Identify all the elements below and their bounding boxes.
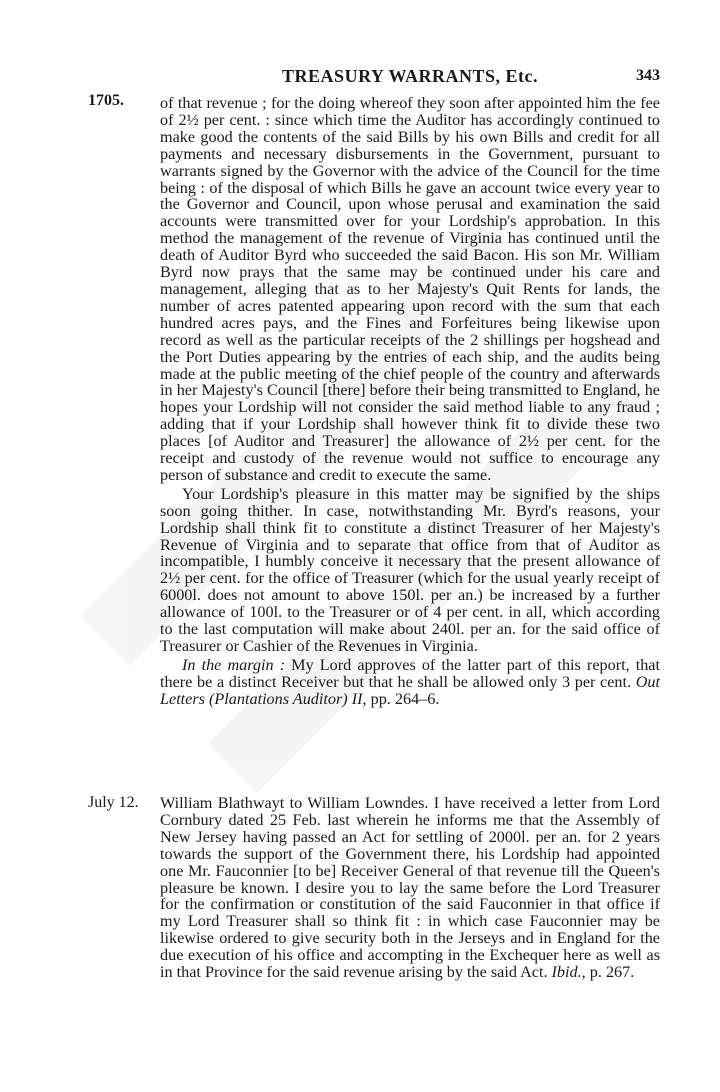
entry-report-text bbox=[160, 95, 660, 708]
letter-text: William Blathwayt to William Lowndes. I have received a letter from Lord Cornbury dated 25 Feb. last wherein he informs me that the Assembly of New Jersey having passed an Act for settling of 2000l. per an. for 2 years towards the support of the Government there, his Lordship had appointed one Mr. Fauconnier [to be] Receiver General of that revenue till the Queen's pleasure be known. I desire you to lay the same before the Lord Treasurer for the confirmation or constitution of the said Fauconnier in that office if my Lord Treasurer shall so think fit : in which case Fauconnier may be likewise ordered to give security both in the Jerseys and in England for the due execution of his office and accompting in the Exchequer here as well as in that Province for the said revenue arising by the said Act. bbox=[160, 794, 660, 982]
running-title: TREASURY WARRANTS, Etc. bbox=[282, 66, 538, 86]
margin-note bbox=[160, 657, 660, 708]
margin-date: July 12. bbox=[88, 794, 139, 811]
page-number: 343 bbox=[636, 67, 660, 84]
page-header bbox=[160, 66, 660, 94]
reference-pages: , p. 267. bbox=[581, 963, 635, 982]
entry-letter-text bbox=[160, 795, 660, 981]
reference-title: Ibid. bbox=[551, 963, 582, 982]
margin-year: 1705. bbox=[88, 92, 124, 109]
margin-note-text: My Lord approves of the latter part of this report, that there be a distinct Receiver but that he shall be allowed only 3 per cent. bbox=[160, 655, 660, 691]
reference-title: Out Letters (Plantations Auditor) II bbox=[160, 672, 660, 708]
margin-note-label: In the margin : bbox=[182, 655, 286, 674]
paragraph bbox=[160, 795, 660, 981]
paragraph: Your Lordship's pleasure in this matter may be signified by the ships soon going thither. In case, notwithstanding Mr. Byrd's reasons, your Lordship shall think fit to constitute a distinct Treasurer of her Majesty's Revenue of Virginia and to separate that office from that of Auditor as incompatible, I humbly conceive it necessary that the present allowance of 2½ per cent. for the office of Treasurer (which for the usual yearly receipt of 6000l. does not amount to above 150l. per an.) be increased by a further allowance of 100l. to the Treasurer or of 4 per cent. in all, which according to the last computation will make about 240l. per an. for the said office of Treasurer or Cashier of the Revenues in Virginia. bbox=[160, 484, 660, 655]
paragraph: of that revenue ; for the doing whereof they soon after appointed him the fee of 2½ per cent. : since which time the Auditor has accordingly continued to make good the contents of the said Bills by his own Bills and credit for all payments and necessary disbursements in the Government, pursuant to warrants signed by the Governor with the advice of the Council for the time being : of the disposal of which Bills he gave an account twice every year to the Governor and Council, upon whose perusal and examination the said accounts were transmitted over for your Lordship's approbation. In this method the management of the revenue of Virginia has continued until the death of Auditor Byrd who succeeded the said Bacon. His son Mr. William Byrd now prays that the same may be continued under his care and management, alleging that as to her Majesty's Quit Rents for lands, the number of acres patented appearing upon record with the sum that each hundred acres pays, and the Fines and Forfeitures being likewise upon record as well as the particular receipts of the 2 shillings per hogshead and the Port Duties appearing by the entries of each ship, and the audits being made at the public meeting of the chief people of the country and afterwards in her Majesty's Council [there] before their being transmitted to England, he hopes your Lordship will not consider the said method liable to any fraud ; adding that if your Lordship shall however think fit to divide these two places [of Auditor and Treasurer] the allowance of 2½ per cent. for the receipt and custody of the revenue would not suffice to encourage any person of substance and credit to execute the same. bbox=[160, 94, 660, 484]
reference-pages: , pp. 264–6. bbox=[362, 689, 440, 708]
